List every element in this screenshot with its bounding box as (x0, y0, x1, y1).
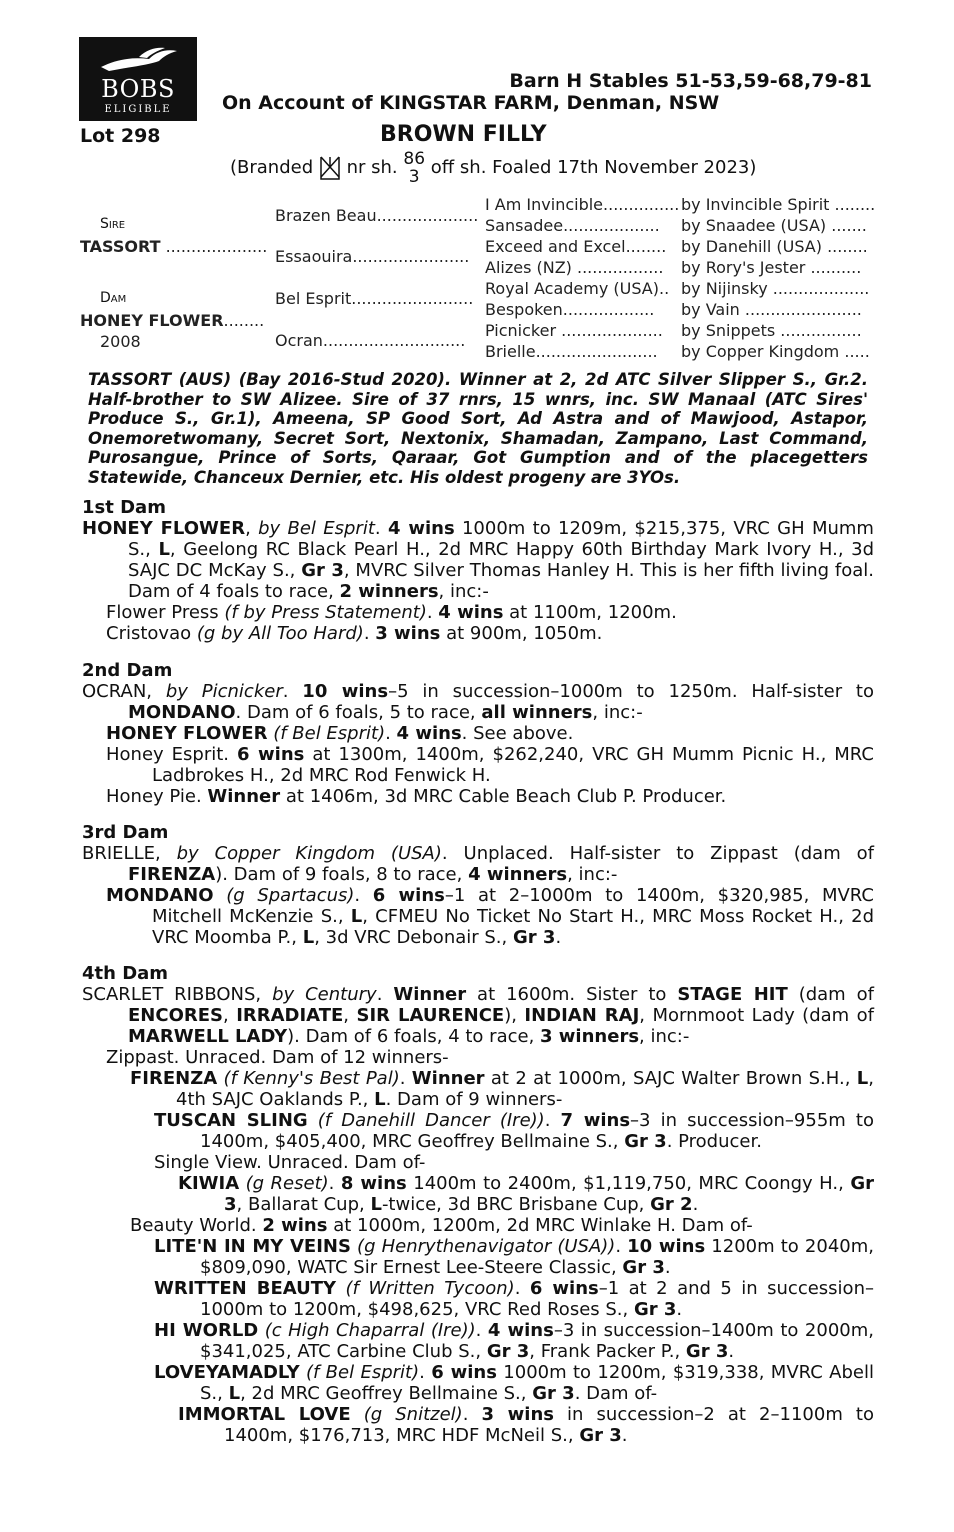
gen3-by: by Danehill (USA) ........ (681, 237, 868, 256)
gen3-item: Brielle........................ (485, 342, 658, 361)
sire-label: Sire (100, 216, 126, 232)
gen3-item: Sansadee................... (485, 216, 660, 235)
progeny-entry: Honey Pie. Winner at 1406m, 3d MRC Cable Beach Club P. Producer. (106, 786, 727, 807)
brand-number-bottom: 3 (408, 167, 420, 187)
gen3-item: Picnicker .................... (485, 321, 663, 340)
gen3-by: by Nijinsky ................... (681, 279, 870, 298)
progeny-entry: Beauty World. 2 wins at 1000m, 1200m, 2d MRC Winlake H. Dam of- (130, 1215, 753, 1236)
progeny-entry: TUSCAN SLING (f Danehill Dancer (Ire)). 7 wins–3 in succession–955m to 1400m, $405,400, MRC Geoffrey Bellmaine S., Gr 3. Producer. (154, 1110, 874, 1152)
first-dam-heading: 1st Dam (82, 497, 166, 518)
dam-year: 2008 (100, 332, 141, 351)
second-dam-entry: OCRAN, by Picnicker. 10 wins–5 in succession–1000m to 1250m. Half-sister to MONDANO. Dam of 6 foals, 5 to race, all winners, inc:- (82, 681, 874, 723)
branded-suffix: off sh. Foaled 17th November 2023) (430, 157, 757, 178)
brand-number-top: 86 (403, 149, 426, 169)
sire-description: TASSORT (AUS) (Bay 2016-Stud 2020). Winner at 2, 2d ATC Silver Slipper S., Gr.2. Half-brother to SW Alizee. Sire of 37 rnrs, 15 wnrs, inc. SW Manaal (ATC Sires' Produce S., Gr.1), Ameena, SP Good Sort, Ad Astra and of Mawjood, Astapor, Onemoretwomany, Secret Sort, Nextonix, Shamadan, Zampano, Last Command, Purosangue, Prince of Sorts, Qaraar, Got Gumption and of the placegetters Statewide, Chanceux Dernier, etc. His oldest progeny are 3YOs. (88, 370, 868, 487)
fourth-dam-entry: SCARLET RIBBONS, by Century. Winner at 1600m. Sister to STAGE HIT (dam of ENCORES, IRRADIATE, SIR LAURENCE), INDIAN RAJ, Mornmoot Lady (dam of MARWELL LADY). Dam of 6 foals, 4 to race, 3 winners, inc:- (82, 984, 875, 1047)
bobs-eligible-logo (79, 37, 197, 121)
first-dam-section (82, 497, 874, 644)
logo-text-bobs: BOBS (101, 75, 175, 103)
gen3-by: by Invincible Spirit ........ (681, 195, 876, 214)
fourth-dam-section (82, 963, 874, 1446)
progeny-entry: LOVEYAMADLY (f Bel Esprit). 6 wins 1000m to 1200m, $319,338, MVRC Abell S., L, 2d MRC Geoffrey Bellmaine S., Gr 3. Dam of- (154, 1362, 874, 1404)
progeny-entry: FIRENZA (f Kenny's Best Pal). Winner at 2 at 1000m, SAJC Walter Brown S.H., L, 4th SAJC Oaklands P., L. Dam of 9 winners- (130, 1068, 874, 1110)
progeny-entry: Cristovao (g by All Too Hard). 3 wins at 900m, 1050m. (106, 623, 603, 644)
branded-line (230, 146, 756, 190)
progeny-entry: IMMORTAL LOVE (g Snitzel). 3 wins in succession–2 at 2–1100m to 1400m, $176,713, MRC HDF McNeil S., Gr 3. (178, 1404, 874, 1446)
second-dam-heading: 2nd Dam (82, 660, 173, 681)
gen3-by: by Vain ....................... (681, 300, 862, 319)
third-dam-heading: 3rd Dam (82, 822, 169, 843)
gen2-item: Bel Esprit........................ (275, 289, 474, 308)
dam-label: Dam (100, 290, 127, 306)
brand-number (403, 150, 425, 186)
gen3-item: Alizes (NZ) ................. (485, 258, 664, 277)
gen3-by: by Snaadee (USA) ....... (681, 216, 867, 235)
sire-name: TASSORT .................... (80, 237, 268, 256)
second-dam-section (82, 660, 874, 807)
third-dam-section (82, 822, 874, 948)
gen3-item: I Am Invincible............... (485, 195, 680, 214)
stables-line: Barn H Stables 51-53,59-68,79-81 (509, 70, 872, 92)
page-title: BROWN FILLY (380, 122, 547, 147)
gen2-item: Essaouira....................... (275, 247, 470, 266)
dam-name: HONEY FLOWER........ (80, 311, 265, 330)
progeny-entry: LITE'N IN MY VEINS (g Henrythenavigator (USA)). 10 wins 1200m to 2040m, $809,090, WATC Sir Ernest Lee-Steere Classic, Gr 3. (154, 1236, 874, 1278)
horse-bird-icon (99, 45, 179, 75)
progeny-entry: Honey Esprit. 6 wins at 1300m, 1400m, $262,240, VRC GH Mumm Picnic H., MRC Ladbrokes H., 2d MRC Rod Fenwick H. (106, 744, 874, 786)
progeny-entry: Zippast. Unraced. Dam of 12 winners- (106, 1047, 449, 1068)
gen3-item: Exceed and Excel........ (485, 237, 667, 256)
lot-number: Lot 298 (80, 125, 161, 147)
progeny-entry: HI WORLD (c High Chaparral (Ire)). 4 wins–3 in succession–1400m to 2000m, $341,025, ATC Carbine Club S., Gr 3, Frank Packer P., Gr 3. (154, 1320, 874, 1362)
progeny-entry: Single View. Unraced. Dam of- (154, 1152, 426, 1173)
progeny-entry: KIWIA (g Reset). 8 wins 1400m to 2400m, $1,119,750, MRC Coongy H., Gr 3, Ballarat Cup, L-twice, 3d BRC Brisbane Cup, Gr 2. (178, 1173, 874, 1215)
account-line: On Account of KINGSTAR FARM, Denman, NSW (222, 92, 720, 114)
first-dam-entry: HONEY FLOWER, by Bel Esprit. 4 wins 1000m to 1209m, $215,375, VRC GH Mumm S., L, Geelong RC Black Pearl H., 2d MRC Happy 60th Birthday Mark Ivory H., 3d SAJC DC McKay S., Gr 3, MVRC Silver Thomas Hanley H. This is her fifth living foal. Dam of 4 foals to race, 2 winners, inc:- (82, 518, 874, 602)
third-dam-entry: BRIELLE, by Copper Kingdom (USA). Unplaced. Half-sister to Zippast (dam of FIRENZA). Dam of 9 foals, 8 to race, 4 winners, inc:- (82, 843, 874, 885)
progeny-entry: HONEY FLOWER (f Bel Esprit). 4 wins. See above. (106, 723, 574, 744)
progeny-entry: MONDANO (g Spartacus). 6 wins–1 at 2–1000m to 1400m, $320,985, MVRC Mitchell McKenzie S., L, CFMEU No Ticket No Start H., MRC Moss Rocket H., 2d VRC Moomba P., L, 3d VRC Debonair S., Gr 3. (106, 885, 875, 948)
progeny-entry: Flower Press (f by Press Statement). 4 wins at 1100m, 1200m. (106, 602, 677, 623)
fourth-dam-heading: 4th Dam (82, 963, 169, 984)
gen3-by: by Copper Kingdom ..... (681, 342, 870, 361)
brand-mark-icon (319, 155, 341, 181)
gen3-by: by Snippets ................ (681, 321, 862, 340)
progeny-entry: WRITTEN BEAUTY (f Written Tycoon). 6 wins–1 at 2 and 5 in succession–1000m to 1200m, $498,625, VRC Red Roses S., Gr 3. (154, 1278, 874, 1320)
branded-prefix: (Branded (230, 157, 314, 178)
gen3-by: by Rory's Jester .......... (681, 258, 862, 277)
gen2-item: Ocran............................ (275, 331, 466, 350)
logo-text-eligible: ELIGIBLE (104, 104, 172, 115)
gen2-item: Brazen Beau.................... (275, 206, 479, 225)
branded-mid: nr sh. (346, 157, 398, 178)
gen3-item: Royal Academy (USA).. (485, 279, 670, 298)
gen3-item: Bespoken.................. (485, 300, 655, 319)
